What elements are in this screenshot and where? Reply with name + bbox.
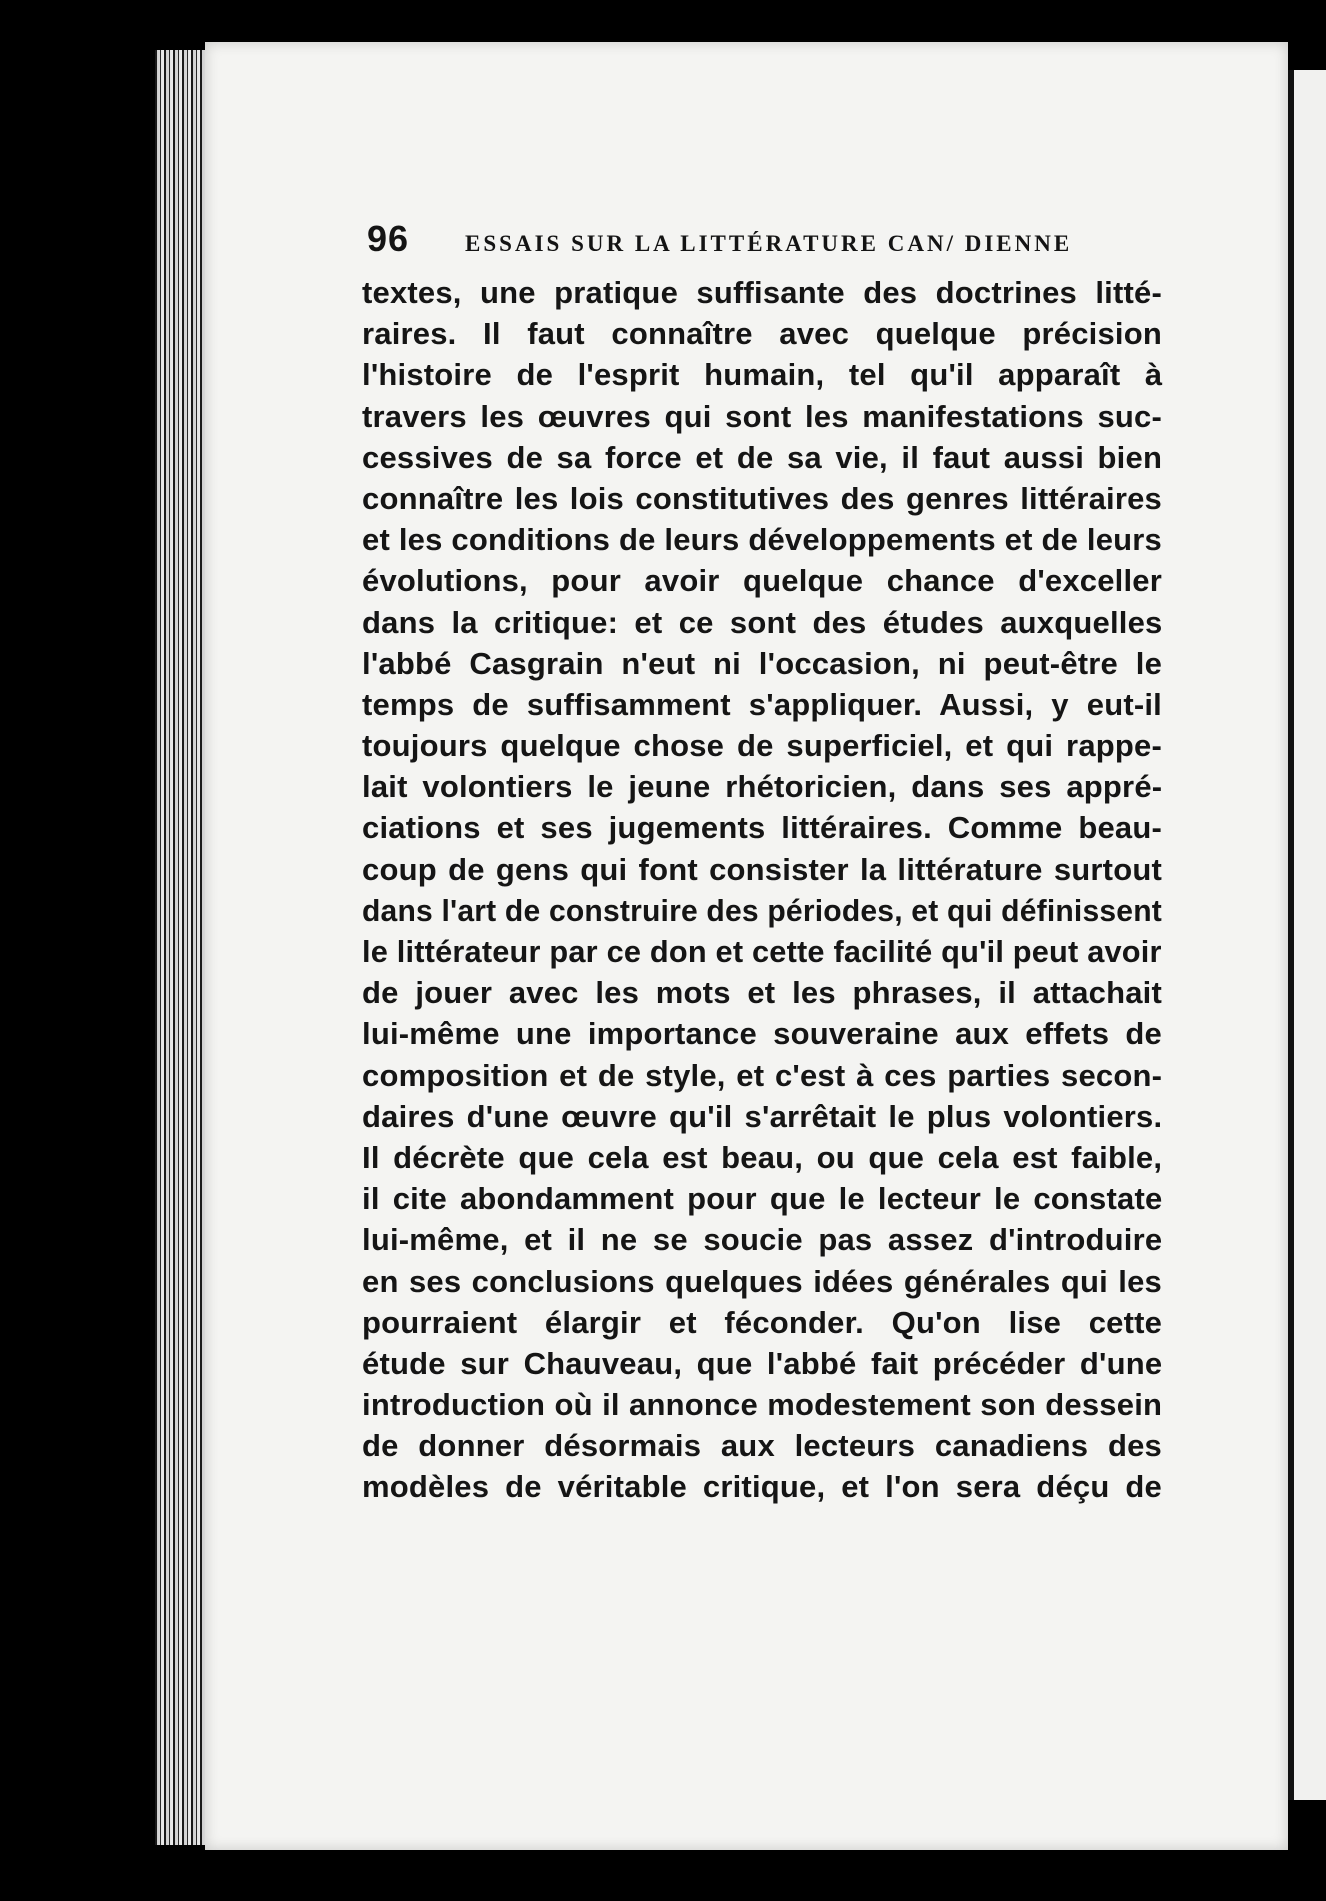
text-line: lui-même, et il ne se soucie pas assez d'introduire	[362, 1222, 1163, 1258]
text-line: en ses conclusions quelques idées générales qui les	[362, 1263, 1162, 1299]
text-line: le littérateur par ce don et cette facilité qu'il peut avoir	[362, 934, 1162, 969]
text-line: lait volontiers le jeune rhétoricien, dans ses appré-	[362, 769, 1163, 805]
text-line: et les conditions de leurs développements et de leurs	[362, 522, 1162, 558]
text-line: dans la critique: et ce sont des études auxquelles	[362, 604, 1163, 640]
page-number: 96	[367, 218, 410, 259]
page-header	[367, 218, 1087, 268]
running-head: ESSAIS SUR LA LITTÉRATURE CAN/ DIENNE	[465, 231, 1073, 256]
text-line: coup de gens qui font consister la littérature surtout	[362, 851, 1162, 887]
text-line: évolutions, pour avoir quelque chance d'exceller	[362, 563, 1162, 599]
text-line: Il décrète que cela est beau, ou que cela est faible,	[362, 1139, 1163, 1175]
text-line: dans l'art de construire des périodes, et qui définissent	[362, 892, 1162, 928]
text-line: composition et de style, et c'est à ces parties secon-	[362, 1057, 1163, 1093]
text-line: introduction où il annonce modestement son dessein	[362, 1387, 1163, 1423]
text-line: cessives de sa force et de sa vie, il faut aussi bien	[362, 439, 1163, 475]
text-line: textes, une pratique suffisante des doctrines litté-	[362, 275, 1162, 310]
text-line: de jouer avec les mots et les phrases, il attachait	[362, 975, 1162, 1011]
text-line: lui-même une importance souveraine aux effets de	[362, 1016, 1162, 1052]
text-line: de donner désormais aux lecteurs canadiens des	[362, 1428, 1162, 1464]
text-line: travers les œuvres qui sont les manifestations suc-	[362, 398, 1162, 434]
text-line: toujours quelque chose de superficiel, et qui rappe-	[362, 728, 1162, 764]
text-line: raires. Il faut connaître avec quelque précision	[362, 316, 1162, 352]
text-line: il cite abondamment pour que le lecteur le constate	[362, 1181, 1163, 1217]
text-line: modèles de véritable critique, et l'on sera déçu de	[362, 1469, 1162, 1505]
body-text	[362, 272, 1162, 1508]
text-line: l'histoire de l'esprit humain, tel qu'il apparaît à	[362, 357, 1163, 393]
text-line: connaître les lois constitutives des genres littéraires	[362, 480, 1162, 516]
text-line: temps de suffisamment s'appliquer. Aussi, y eut-il	[362, 686, 1162, 722]
text-line: pourraient élargir et féconder. Qu'on lise cette	[362, 1304, 1163, 1340]
text-line: étude sur Chauveau, que l'abbé fait précéder d'une	[362, 1345, 1163, 1381]
text-line: l'abbé Casgrain n'eut ni l'occasion, ni peut-être le	[362, 645, 1163, 681]
text-line: daires d'une œuvre qu'il s'arrêtait le plus volontiers.	[362, 1098, 1163, 1134]
text-line: ciations et ses jugements littéraires. Comme beau-	[362, 810, 1162, 846]
facing-page-edge	[1288, 70, 1326, 1800]
